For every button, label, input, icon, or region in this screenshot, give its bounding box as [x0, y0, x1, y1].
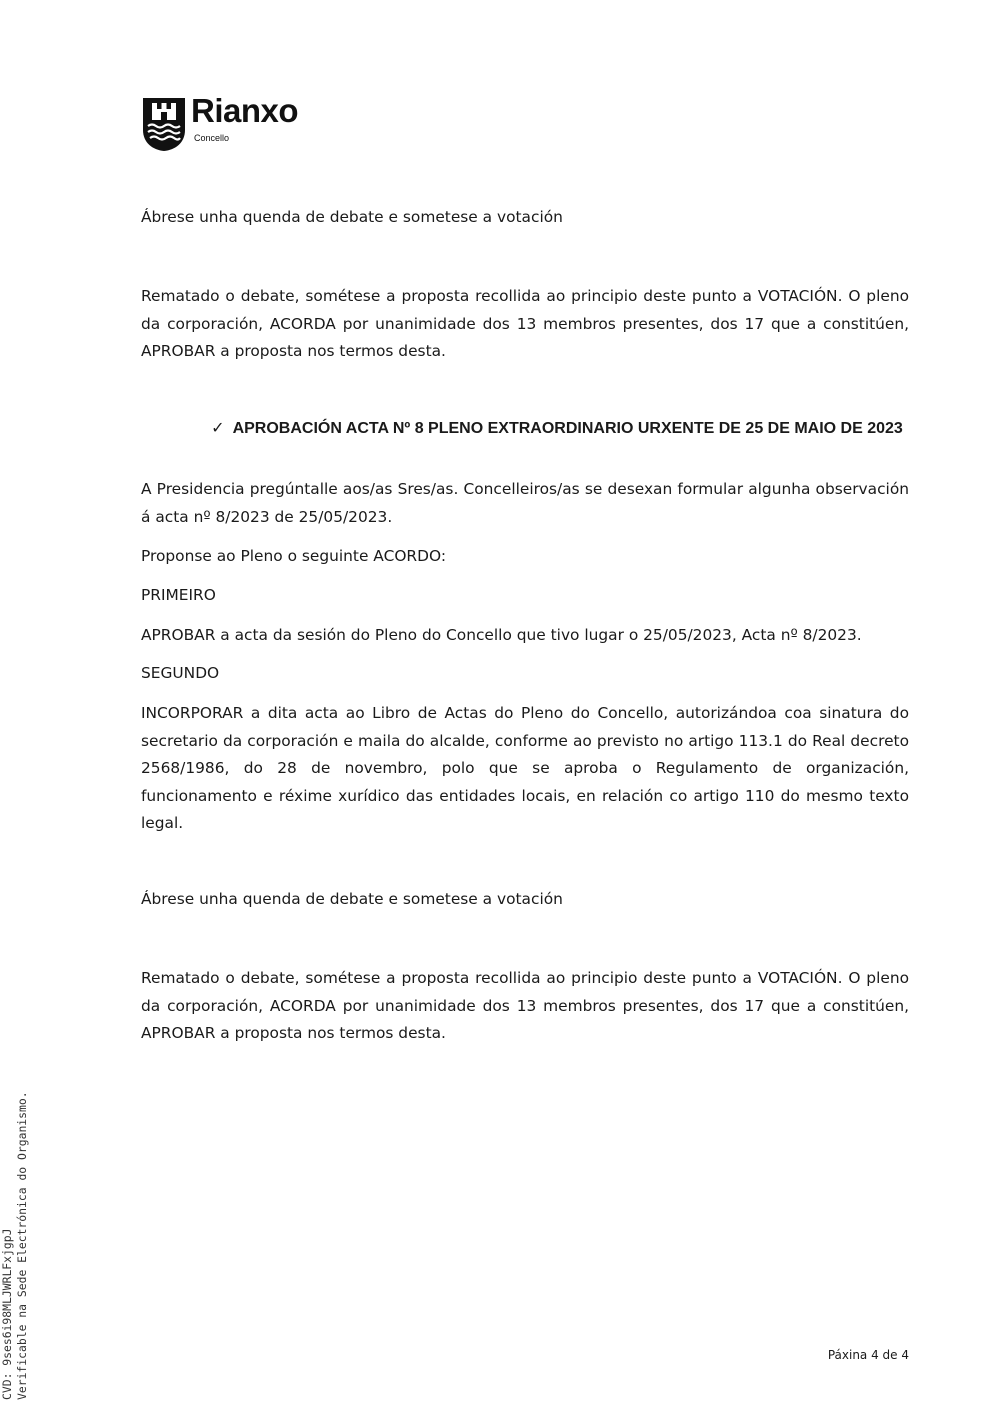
logo-subtitle: Concello	[194, 133, 230, 143]
label-primeiro: PRIMEIRO	[141, 586, 216, 604]
paragraph-aprobar: APROBAR a acta da sesión do Pleno do Concello que tivo lugar o 25/05/2023, Acta nº 8/2023.	[141, 626, 862, 644]
paragraph-debate-1: Ábrese unha quenda de debate e sometese a votación	[141, 208, 563, 226]
paragraph-presidencia: A Presidencia pregúntalle aos/as Sres/as. Concelleiros/as se desexan formular algunha observación á acta nº 8/2023 de 25/05/2023.	[141, 480, 909, 526]
section-heading	[205, 416, 909, 441]
paragraph-proponse: Proponse ao Pleno o seguinte ACORDO:	[141, 547, 447, 565]
paragraph-incorporar: INCORPORAR a dita acta ao Libro de Actas do Pleno do Concello, autorizándoa coa sinatura do secretario da corporación e maila do alcalde, conforme ao previsto no artigo 113.1 do Real decreto 2568/1986, do 28 de novembro, polo que se aproba o Regulamento de organización, funcionamento e réxime xurídico das entidades locais, en relación co artigo 110 do mesmo texto legal.	[141, 704, 909, 832]
paragraph-vote-2: Rematado o debate, sométese a proposta recollida ao principio deste punto a VOTACIÓN. O pleno da corporación, ACORDA por unanimidade dos 13 membros presentes, dos 17 que a constitúen, APROBAR a proposta nos termos desta.	[141, 969, 909, 1042]
cvd-code: CVD: 9ses6i98MLJWRLFxjgpJ	[0, 1228, 14, 1400]
verification-note: Verificable na Sede Electrónica do Organismo.	[15, 1091, 29, 1400]
section-heading-text: APROBACIÓN ACTA Nº 8 PLENO EXTRAORDINARIO URXENTE DE 25 DE MAIO DE 2023	[232, 420, 903, 437]
castle-shield-icon	[141, 96, 187, 152]
page-number: Páxina 4 de 4	[827, 1348, 909, 1362]
label-segundo: SEGUNDO	[141, 664, 220, 682]
paragraph-debate-2: Ábrese unha quenda de debate e sometese a votación	[141, 890, 563, 908]
concello-logo	[141, 92, 351, 152]
checkmark-icon: ✓	[211, 418, 225, 437]
paragraph-vote-1: Rematado o debate, sométese a proposta recollida ao principio deste punto a VOTACIÓN. O pleno da corporación, ACORDA por unanimidade dos 13 membros presentes, dos 17 que a constitúen, APROBAR a proposta nos termos desta.	[141, 287, 909, 360]
logo-wordmark: Rianxo	[191, 92, 299, 129]
verification-sidebar	[0, 1091, 30, 1400]
